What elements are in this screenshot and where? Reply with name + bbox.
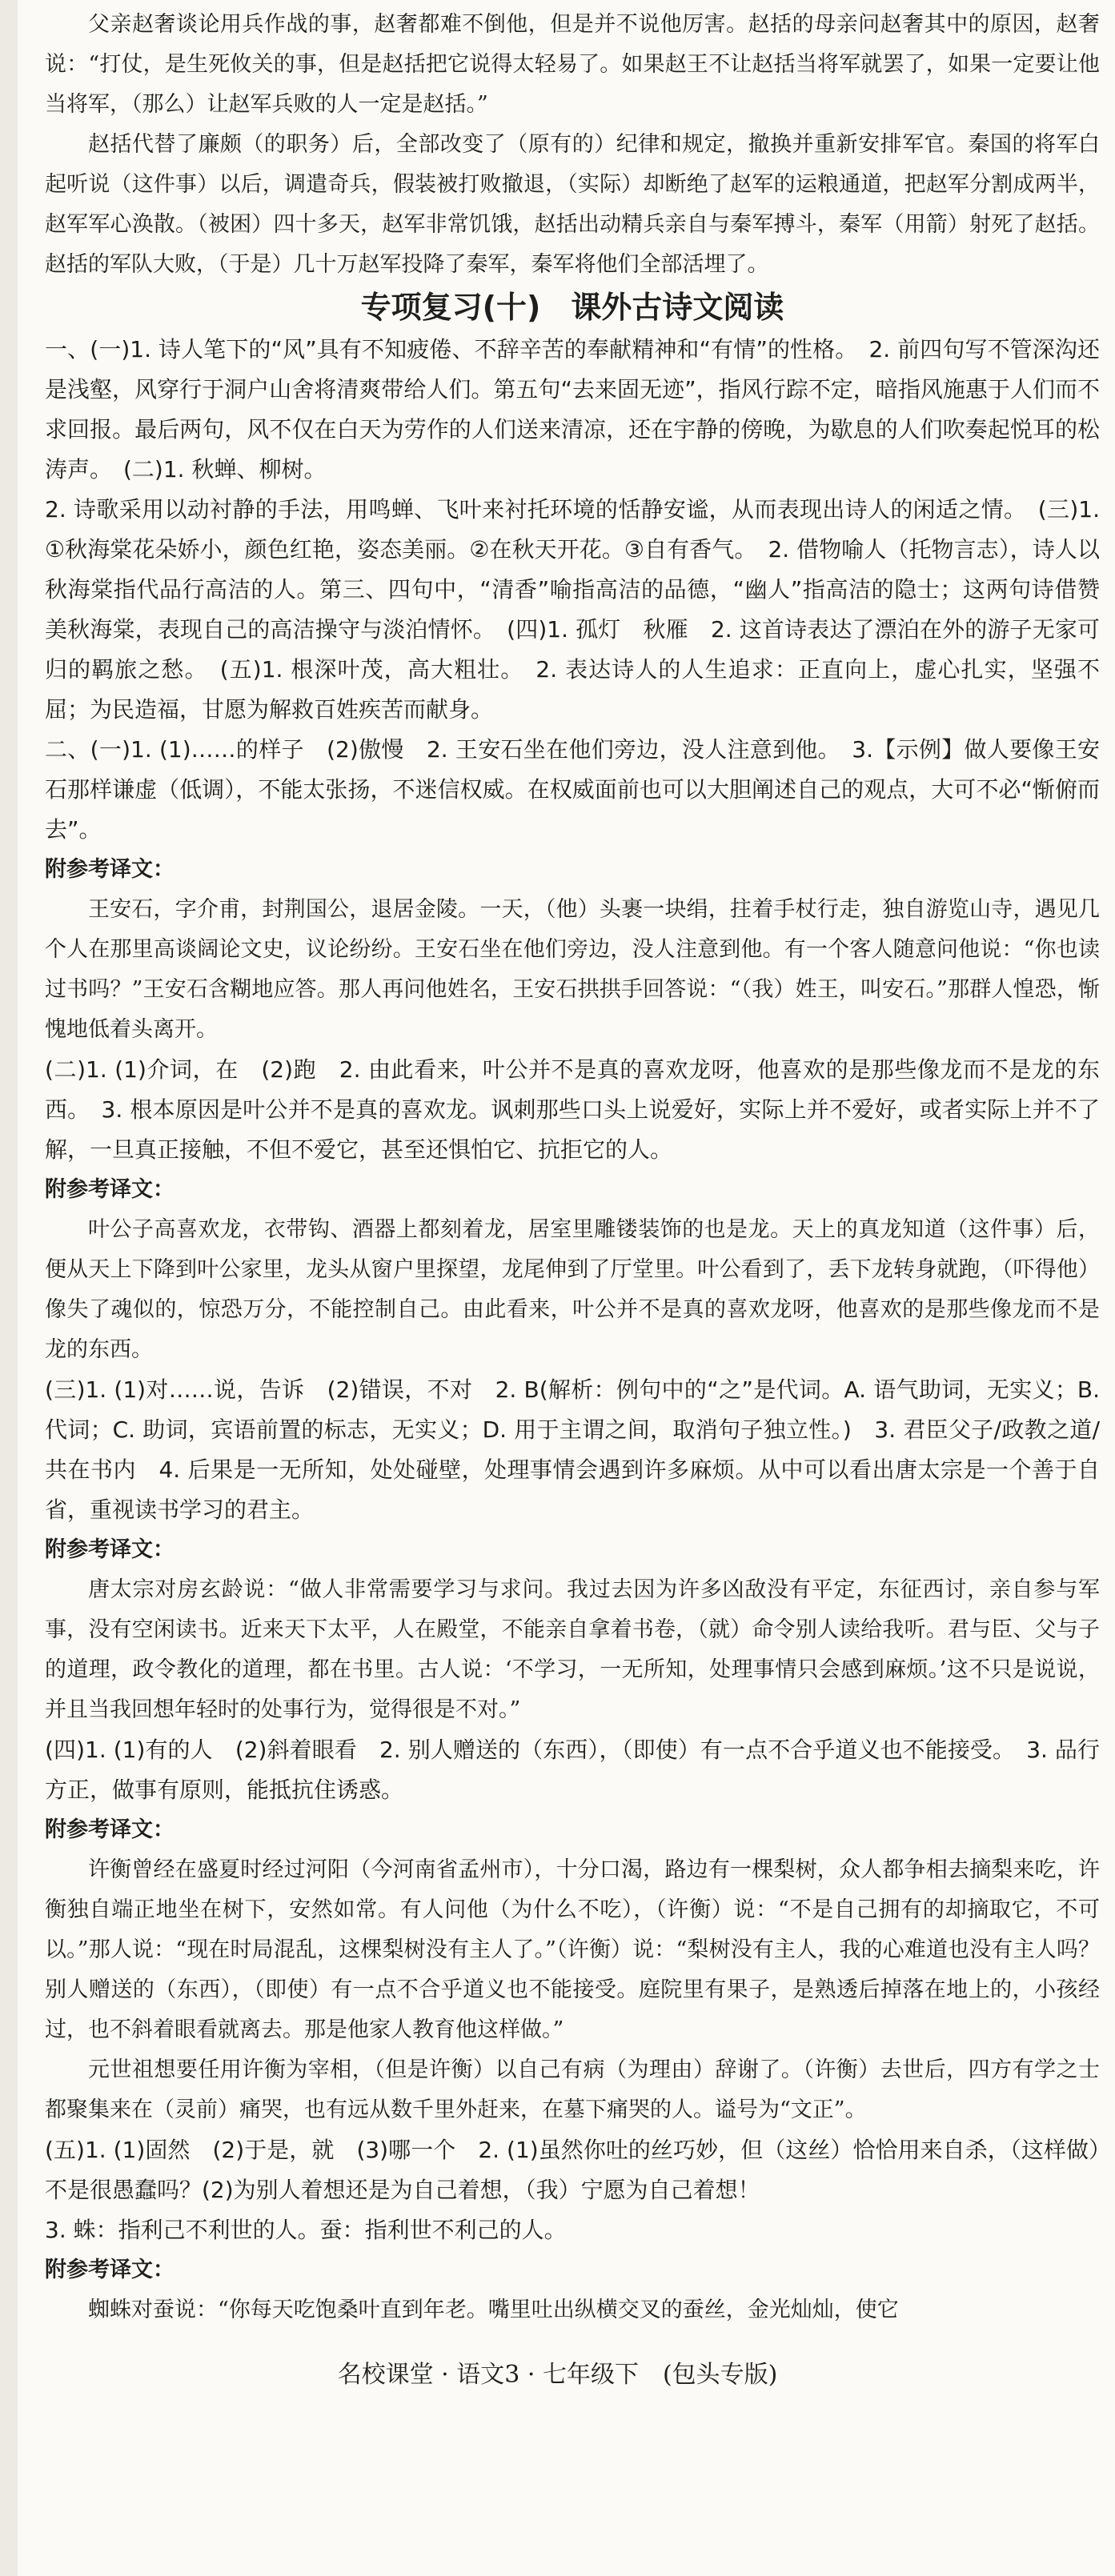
text-block: 元世祖想要任用许衡为宰相，（但是许衡）以自己有病（为理由）辞谢了。（许衡）去世后，四方有学之士都聚集来在（灵前）痛哭，也有远从数千里外赶来，在墓下痛哭的人。谥号为“文正”。 [45, 2057, 1100, 2122]
translation-heading: 附参考译文： [45, 857, 174, 882]
text-block: 叶公子高喜欢龙，衣带钩、酒器上都刻着龙，居室里雕镂装饰的也是龙。天上的真龙知道（这件事）后，便从天上下降到叶公家里，龙头从窗户里探望，龙尾伸到了厅堂里。叶公看到了，丢下龙转身就跑，（吓得他）像失了魂似的，惊恐万分，不能控制自己。由此看来，叶公并不是真的喜欢龙呀，他喜欢的是那些像龙而不是龙的东西。 [45, 1217, 1100, 1362]
text-block: 一、(一)1. 诗人笔下的“风”具有不知疲倦、不辞辛苦的奉献精神和“有情”的性格。 2. 前四句写不管深沟还是浅壑，风穿行于洞户山舍将清爽带给人们。第五句“去来固无迹”，指风行踪不定，暗指风施惠于人们而不求回报。最后两句，风不仅在白天为劳作的人们送来清凉，还在宇静的傍晚，为歇息的人们吹奏起悦耳的松涛声。 (二)1. 秋蝉、柳树。 [45, 336, 1100, 483]
text-block: (二)1. (1)介词，在 (2)跑 2. 由此看来，叶公并不是真的喜欢龙呀，他喜欢的是那些像龙而不是龙的东西。 3. 根本原因是叶公并不是真的喜欢龙。讽刺那些口头上说爱好，实际上并不爱好，或者实际上并不了解，一旦真正接触，不但不爱它，甚至还惧怕它、抗拒它的人。 [45, 1056, 1100, 1163]
section-title: 专项复习(十) 课外古诗文阅读 [360, 290, 784, 325]
text-block: 3. 蛛：指利己不利世的人。蚕：指利世不利己的人。 [45, 2217, 567, 2243]
translation-heading: 附参考译文： [45, 1537, 174, 1562]
book-spine [0, 0, 18, 2576]
text-block: (四)1. (1)有的人 (2)斜着眼看 2. 别人赠送的（东西），（即使）有一点不合乎道义也不能接受。 3. 品行方正，做事有原则，能抵抗住诱惑。 [45, 1737, 1100, 1803]
text-block: 王安石，字介甫，封荆国公，退居金陵。一天，（他）头裹一块绢，拄着手杖行走，独自游览山寺，遇见几个人在那里高谈阔论文史，议论纷纷。王安石坐在他们旁边，没人注意到他。有一个客人随意问他说：“你也读过书吗？”王安石含糊地应答。那人再问他姓名，王安石拱拱手回答说：“（我）姓王，叫安石。”那群人惶恐，惭愧地低着头离开。 [45, 897, 1100, 1042]
text-block: (五)1. (1)固然 (2)于是，就 (3)哪一个 2. (1)虽然你吐的丝巧妙，但（这丝）恰恰用来自杀，（这样做）不是很愚蠢吗？(2)为别人着想还是为自己着想，（我）宁愿为自己着想！ [45, 2137, 1100, 2203]
translation-heading: 附参考译文： [45, 1817, 174, 1842]
translation-heading: 附参考译文： [45, 1177, 174, 1202]
answer-content [45, 5, 1100, 2330]
text-block: 蜘蛛对蚕说：“你每天吃饱桑叶直到年老。嘴里吐出纵横交叉的蚕丝，金光灿灿，使它 [88, 2298, 899, 2322]
page-footer: 名校课堂 · 语文3 · 七年级下 (包头专版) [337, 2361, 778, 2389]
translation-heading: 附参考译文： [45, 2258, 174, 2282]
text-block: (三)1. (1)对……说，告诉 (2)错误，不对 2. B(解析：例句中的“之”是代词。A. 语气助词，无实义；B. 代词；C. 助词，宾语前置的标志，无实义；D. 用于主谓之间，取消句子独立性。) 3. 君臣父子/政教之道/共在书内 4. 后果是一无所知，处处碰壁，处理事情会遇到许多麻烦。从中可以看出唐太宗是一个善于自省，重视读书学习的君主。 [45, 1376, 1100, 1523]
text-block: 许衡曾经在盛夏时经过河阳（今河南省孟州市），十分口渴，路边有一棵梨树，众人都争相去摘梨来吃，许衡独自端正地坐在树下，安然如常。有人问他（为什么不吃），（许衡）说：“不是自己拥有的却摘取它，不可以。”那人说：“现在时局混乱，这棵梨树没有主人了。”（许衡）说：“梨树没有主人，我的心难道也没有主人吗？别人赠送的（东西），（即使）有一点不合乎道义也不能接受。庭院里有果子，是熟透后掉落在地上的，小孩经过，也不斜着眼看就离去。那是他家人教育他这样做。” [45, 1857, 1100, 2042]
text-block: 赵括代替了廉颇（的职务）后，全部改变了（原有的）纪律和规定，撤换并重新安排军官。秦国的将军白起听说（这件事）以后，调遣奇兵，假装被打败撤退，（实际）却断绝了赵军的运粮通道，把赵军分割成两半，赵军军心涣散。（被困）四十多天，赵军非常饥饿，赵括出动精兵亲自与秦军搏斗，秦军（用箭）射死了赵括。赵括的军队大败，（于是）几十万赵军投降了秦军，秦军将他们全部活埋了。 [45, 132, 1100, 277]
text-block: 唐太宗对房玄龄说：“做人非常需要学习与求问。我过去因为许多凶敌没有平定，东征西讨，亲自参与军事，没有空闲读书。近来天下太平，人在殿堂，不能亲自拿着书卷，（就）命令别人读给我听。君与臣、父与子的道理，政令教化的道理，都在书里。古人说：‘不学习，一无所知，处理事情只会感到麻烦。’这不只是说说，并且当我回想年轻时的处事行为，觉得很是不对。” [45, 1577, 1100, 1722]
text-block: 2. 诗歌采用以动衬静的手法，用鸣蝉、飞叶来衬托环境的恬静安谧，从而表现出诗人的闲适之情。 (三)1. ①秋海棠花朵娇小，颜色红艳，姿态美丽。②在秋天开花。③自有香气。 2. 借物喻人（托物言志），诗人以秋海棠指代品行高洁的人。第三、四句中，“清香”喻指高洁的品德，“幽人”指高洁的隐士；这两句诗借赞美秋海棠，表现自己的高洁操守与淡泊情怀。 (四)1. 孤灯 秋雁 2. 这首诗表达了漂泊在外的游子无家可归的羁旅之愁。 (五)1. 根深叶茂，高大粗壮。 2. 表达诗人的人生追求：正直向上，虚心扎实，坚强不屈；为民造福，甘愿为解救百姓疾苦而献身。 [45, 496, 1100, 723]
text-block: 二、(一)1. (1)……的样子 (2)傲慢 2. 王安石坐在他们旁边，没人注意到他。 3.【示例】做人要像王安石那样谦虚（低调），不能太张扬，不迷信权威。在权威面前也可以大胆阐述自己的观点，大可不必“惭俯而去”。 [45, 736, 1100, 843]
text-block: 父亲赵奢谈论用兵作战的事，赵奢都难不倒他，但是并不说他厉害。赵括的母亲问赵奢其中的原因，赵奢说：“打仗，是生死攸关的事，但是赵括把它说得太轻易了。如果赵王不让赵括当将军就罢了，如果一定要让他当将军，（那么）让赵军兵败的人一定是赵括。” [45, 12, 1100, 117]
